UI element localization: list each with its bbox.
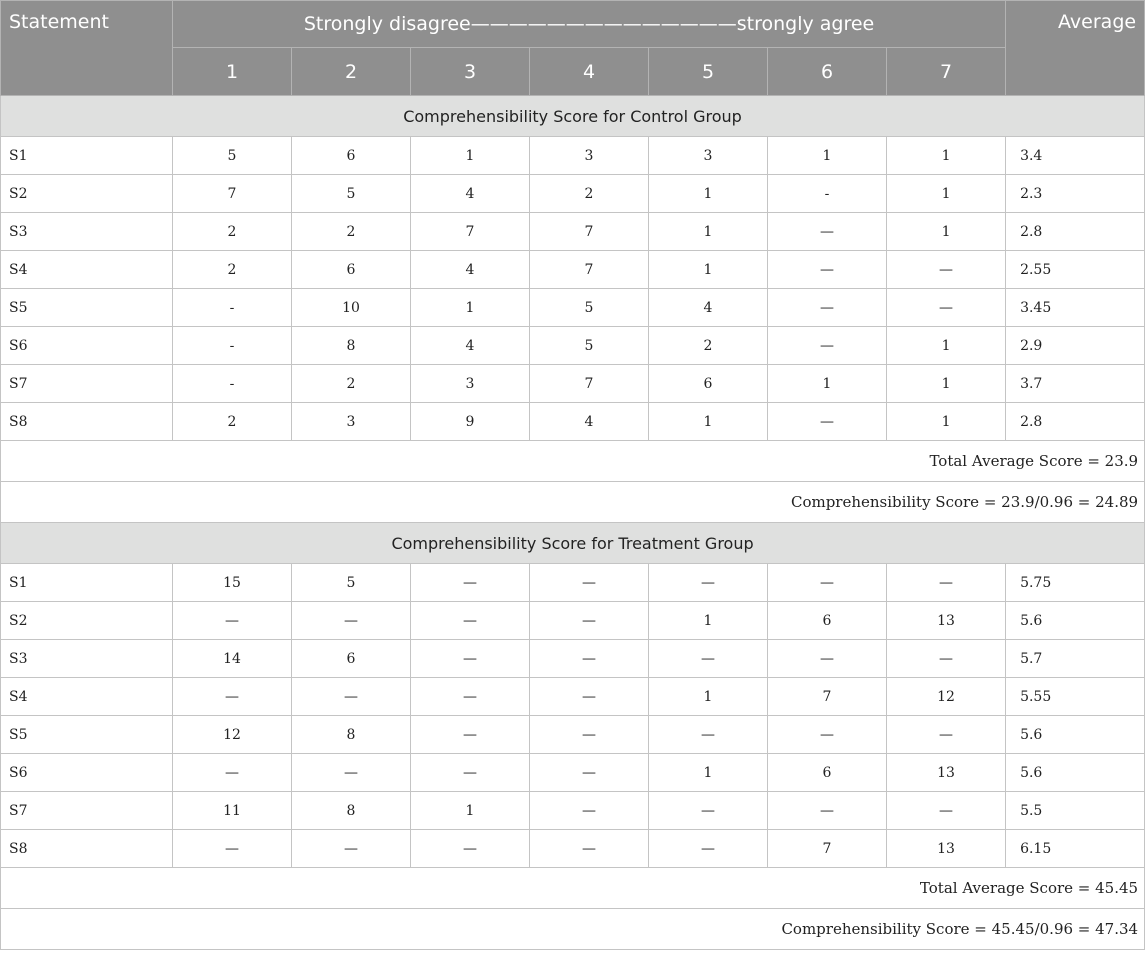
response-count-cell: 2 [173, 213, 292, 251]
response-count-cell: — [411, 830, 530, 868]
response-count-cell: 12 [887, 678, 1006, 716]
statement-label: S6 [1, 327, 173, 365]
response-count-cell: 1 [887, 213, 1006, 251]
response-count-cell: — [768, 716, 887, 754]
response-count-cell: 6 [768, 754, 887, 792]
average-cell: 5.6 [1006, 754, 1145, 792]
response-count-cell: 9 [411, 403, 530, 441]
table-row [1, 251, 1145, 289]
statement-label: S7 [1, 792, 173, 830]
response-count-cell: 1 [649, 678, 768, 716]
response-count-cell: 15 [173, 564, 292, 602]
response-count-cell: 1 [768, 137, 887, 175]
response-count-cell: 5 [173, 137, 292, 175]
response-count-cell: 3 [649, 137, 768, 175]
statement-label: S6 [1, 754, 173, 792]
response-count-cell: 8 [292, 716, 411, 754]
response-count-cell: 14 [173, 640, 292, 678]
table-row [1, 754, 1145, 792]
table-body [1, 96, 1145, 950]
response-count-cell: 1 [887, 327, 1006, 365]
control-section-row [1, 96, 1145, 137]
response-count-cell: 7 [530, 251, 649, 289]
table-row [1, 365, 1145, 403]
response-count-cell: 6 [649, 365, 768, 403]
response-count-cell: 7 [768, 830, 887, 868]
scale-points-row [1, 48, 1145, 96]
response-count-cell: 4 [411, 175, 530, 213]
response-count-cell: 2 [173, 251, 292, 289]
response-count-cell: 2 [530, 175, 649, 213]
scale-point-header: 6 [768, 48, 887, 96]
response-count-cell: 1 [411, 289, 530, 327]
table-row [1, 137, 1145, 175]
response-count-cell: — [530, 678, 649, 716]
response-count-cell: 4 [411, 251, 530, 289]
response-count-cell: — [887, 792, 1006, 830]
table-header [1, 1, 1145, 96]
scale-point-header: 4 [530, 48, 649, 96]
response-count-cell: — [887, 251, 1006, 289]
response-count-cell: — [411, 640, 530, 678]
response-count-cell: 2 [292, 213, 411, 251]
response-count-cell: 1 [887, 137, 1006, 175]
response-count-cell: 13 [887, 754, 1006, 792]
response-count-cell: — [768, 327, 887, 365]
response-count-cell: — [649, 792, 768, 830]
response-count-cell: 7 [530, 213, 649, 251]
statement-label: S1 [1, 137, 173, 175]
response-count-cell: — [768, 289, 887, 327]
response-count-cell: 11 [173, 792, 292, 830]
response-count-cell: 12 [173, 716, 292, 754]
statement-header: Statement [1, 1, 173, 96]
average-header: Average [1006, 1, 1145, 96]
response-count-cell: 3 [530, 137, 649, 175]
average-cell: 3.4 [1006, 137, 1145, 175]
scale-header: Strongly disagree——————————————strongly agree [173, 1, 1006, 48]
response-count-cell: — [411, 678, 530, 716]
response-count-cell: 3 [292, 403, 411, 441]
response-count-cell: — [768, 251, 887, 289]
scale-point-header: 2 [292, 48, 411, 96]
response-count-cell: — [173, 754, 292, 792]
response-count-cell: 1 [411, 137, 530, 175]
response-count-cell: - [173, 365, 292, 403]
response-count-cell: - [173, 327, 292, 365]
table-row [1, 213, 1145, 251]
average-cell: 2.3 [1006, 175, 1145, 213]
response-count-cell: — [173, 678, 292, 716]
statement-label: S5 [1, 289, 173, 327]
average-cell: 5.55 [1006, 678, 1145, 716]
scale-point-header: 3 [411, 48, 530, 96]
total-average-score: Total Average Score = 45.45 [1, 868, 1145, 909]
treatment-score-row [1, 909, 1145, 950]
response-count-cell: 7 [768, 678, 887, 716]
average-cell: 2.8 [1006, 403, 1145, 441]
average-cell: 5.7 [1006, 640, 1145, 678]
response-count-cell: — [768, 564, 887, 602]
response-count-cell: — [411, 754, 530, 792]
table-row [1, 327, 1145, 365]
scale-point-header: 7 [887, 48, 1006, 96]
response-count-cell: — [887, 564, 1006, 602]
response-count-cell: 1 [887, 175, 1006, 213]
response-count-cell: — [530, 754, 649, 792]
response-count-cell: 1 [649, 403, 768, 441]
treatment-section-row [1, 523, 1145, 564]
response-count-cell: 2 [292, 365, 411, 403]
response-count-cell: — [649, 830, 768, 868]
response-count-cell: — [292, 602, 411, 640]
average-cell: 5.6 [1006, 602, 1145, 640]
control-total-row [1, 441, 1145, 482]
statement-label: S4 [1, 678, 173, 716]
response-count-cell: 7 [530, 365, 649, 403]
scale-point-header: 5 [649, 48, 768, 96]
average-cell: 2.55 [1006, 251, 1145, 289]
response-count-cell: 1 [887, 365, 1006, 403]
response-count-cell: 5 [292, 564, 411, 602]
response-count-cell: 1 [887, 403, 1006, 441]
response-count-cell: 7 [411, 213, 530, 251]
statement-label: S5 [1, 716, 173, 754]
response-count-cell: — [887, 640, 1006, 678]
response-count-cell: — [530, 640, 649, 678]
response-count-cell: — [768, 792, 887, 830]
average-cell: 5.6 [1006, 716, 1145, 754]
response-count-cell: — [173, 602, 292, 640]
response-count-cell: 1 [649, 754, 768, 792]
response-count-cell: 6 [768, 602, 887, 640]
response-count-cell: 8 [292, 327, 411, 365]
response-count-cell: 13 [887, 602, 1006, 640]
response-count-cell: — [530, 792, 649, 830]
average-cell: 5.75 [1006, 564, 1145, 602]
response-count-cell: 6 [292, 640, 411, 678]
table-row [1, 678, 1145, 716]
response-count-cell: — [887, 716, 1006, 754]
response-count-cell: — [530, 716, 649, 754]
response-count-cell: — [411, 716, 530, 754]
response-count-cell: 2 [649, 327, 768, 365]
statement-label: S8 [1, 403, 173, 441]
table-row [1, 289, 1145, 327]
treatment-section-title: Comprehensibility Score for Treatment Group [1, 523, 1145, 564]
table-row [1, 602, 1145, 640]
response-count-cell: 8 [292, 792, 411, 830]
response-count-cell: — [530, 602, 649, 640]
response-count-cell: 1 [649, 175, 768, 213]
response-count-cell: 1 [649, 251, 768, 289]
average-cell: 5.5 [1006, 792, 1145, 830]
statement-label: S1 [1, 564, 173, 602]
table-row [1, 830, 1145, 868]
average-cell: 6.15 [1006, 830, 1145, 868]
response-count-cell: 5 [292, 175, 411, 213]
response-count-cell: 2 [173, 403, 292, 441]
average-cell: 3.45 [1006, 289, 1145, 327]
response-count-cell: 5 [530, 327, 649, 365]
average-cell: 2.8 [1006, 213, 1145, 251]
response-count-cell: — [768, 213, 887, 251]
response-count-cell: — [887, 289, 1006, 327]
comprehensibility-score: Comprehensibility Score = 23.9/0.96 = 24.89 [1, 482, 1145, 523]
response-count-cell: — [768, 403, 887, 441]
response-count-cell: — [768, 640, 887, 678]
response-count-cell: 13 [887, 830, 1006, 868]
comprehensibility-score: Comprehensibility Score = 45.45/0.96 = 47.34 [1, 909, 1145, 950]
response-count-cell: 10 [292, 289, 411, 327]
average-cell: 2.9 [1006, 327, 1145, 365]
table-row [1, 175, 1145, 213]
table-row [1, 640, 1145, 678]
response-count-cell: — [173, 830, 292, 868]
statement-label: S3 [1, 640, 173, 678]
response-count-cell: - [173, 289, 292, 327]
statement-label: S7 [1, 365, 173, 403]
scale-point-header: 1 [173, 48, 292, 96]
statement-label: S2 [1, 175, 173, 213]
response-count-cell: 1 [411, 792, 530, 830]
average-cell: 3.7 [1006, 365, 1145, 403]
response-count-cell: 5 [530, 289, 649, 327]
table-row [1, 403, 1145, 441]
control-section-title: Comprehensibility Score for Control Group [1, 96, 1145, 137]
response-count-cell: — [649, 640, 768, 678]
response-count-cell: 6 [292, 137, 411, 175]
response-count-cell: 6 [292, 251, 411, 289]
response-count-cell: — [530, 830, 649, 868]
response-count-cell: 1 [649, 213, 768, 251]
response-count-cell: 4 [411, 327, 530, 365]
total-average-score: Total Average Score = 23.9 [1, 441, 1145, 482]
response-count-cell: 1 [649, 602, 768, 640]
table-row [1, 792, 1145, 830]
response-count-cell: 1 [768, 365, 887, 403]
control-score-row [1, 482, 1145, 523]
response-count-cell: — [649, 564, 768, 602]
response-count-cell: 4 [649, 289, 768, 327]
table-row [1, 716, 1145, 754]
response-count-cell: 4 [530, 403, 649, 441]
statement-label: S3 [1, 213, 173, 251]
response-count-cell: — [292, 830, 411, 868]
statement-label: S2 [1, 602, 173, 640]
response-count-cell: — [292, 754, 411, 792]
response-count-cell: - [768, 175, 887, 213]
response-count-cell: — [649, 716, 768, 754]
response-count-cell: — [530, 564, 649, 602]
statement-label: S8 [1, 830, 173, 868]
response-count-cell: 3 [411, 365, 530, 403]
response-count-cell: 7 [173, 175, 292, 213]
response-count-cell: — [411, 602, 530, 640]
response-count-cell: — [292, 678, 411, 716]
treatment-total-row [1, 868, 1145, 909]
response-count-cell: — [411, 564, 530, 602]
statement-label: S4 [1, 251, 173, 289]
table-row [1, 564, 1145, 602]
